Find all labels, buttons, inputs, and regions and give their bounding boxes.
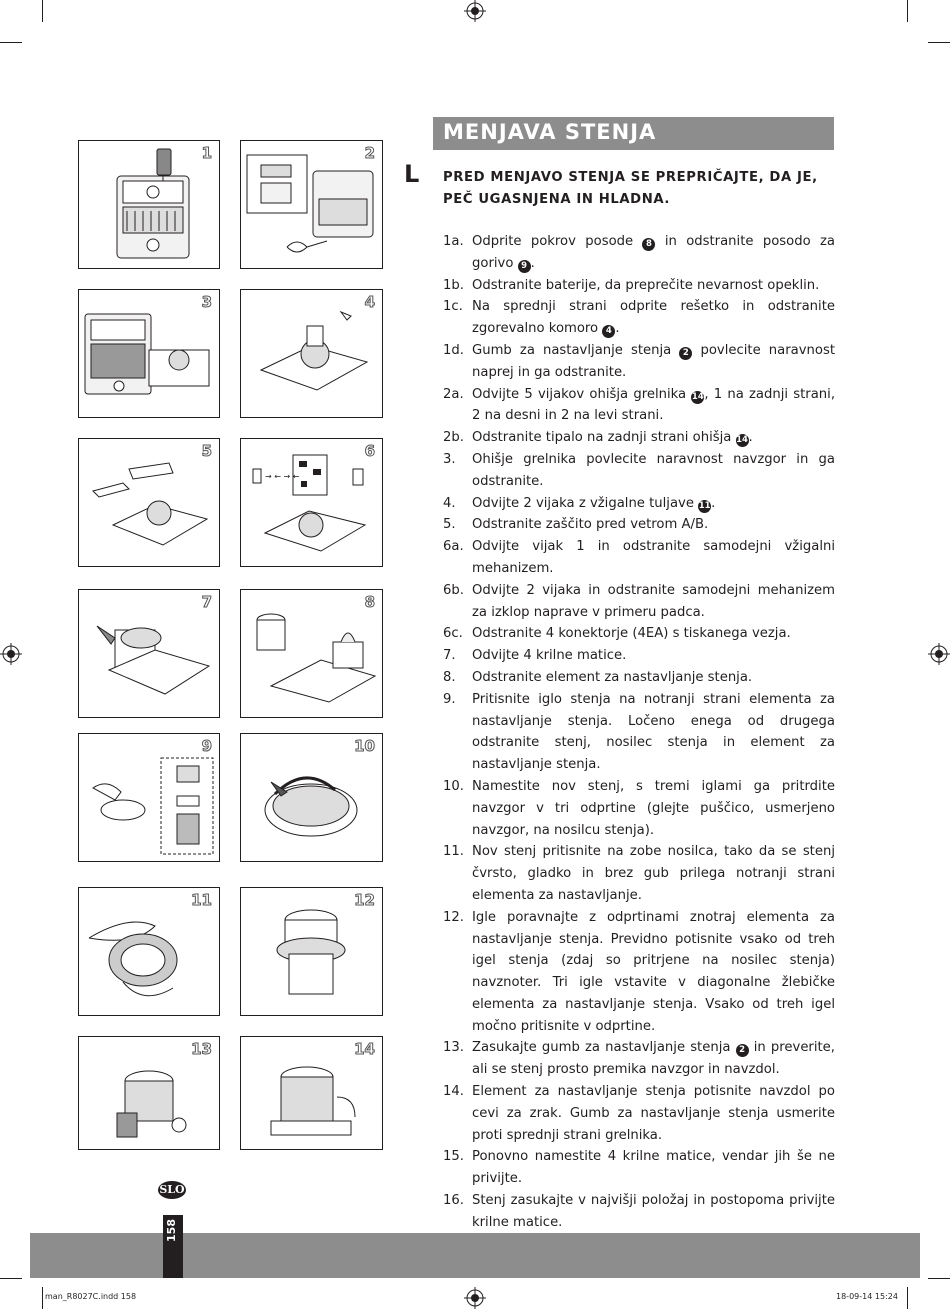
new-wick-install-drawing: [241, 734, 382, 861]
figure-panel-3: [78, 289, 220, 418]
part-reference-badge: 2: [736, 1044, 749, 1057]
step-text: [472, 427, 835, 449]
figure-number: 10: [354, 737, 375, 755]
step-number: 6b.: [443, 582, 464, 598]
step-text-part: Na sprednji strani odprite rešetko in odstranite zgorevalno komoro: [472, 299, 835, 337]
step-number: 4.: [443, 495, 456, 511]
step-text-part: .: [615, 321, 620, 337]
step-number: 5.: [443, 517, 456, 533]
connector-removal-drawing: [241, 439, 382, 566]
step-item: [443, 275, 835, 297]
step-text-part: Odprite pokrov posode: [472, 234, 643, 249]
figure-number: 11: [191, 891, 212, 909]
step-text-part: Ohišje grelnika povlecite naravnost navzgor in ga odstranite.: [472, 451, 835, 489]
step-text: [472, 1190, 835, 1234]
step-text: [472, 623, 835, 645]
knob-removal-drawing: [241, 290, 382, 417]
figure-number: 8: [364, 593, 375, 611]
figure-panel-12: [240, 887, 383, 1016]
part-reference-badge: 11: [698, 500, 711, 511]
step-text-part: in preverite, ali se stenj prosto premika navzgor in navzdol.: [472, 1040, 835, 1078]
figure-number: 1: [201, 144, 212, 162]
wick-separation-drawing: [79, 734, 219, 861]
step-item: [443, 514, 835, 536]
step-number: 10.: [443, 778, 464, 794]
crop-mark: [928, 42, 950, 43]
step-text-part: Zasukajte gumb za nastavljanje stenja: [472, 1040, 736, 1056]
step-item: [443, 776, 835, 841]
wing-nut-removal-drawing: [79, 590, 219, 717]
part-reference-badge: 2: [679, 347, 692, 360]
figure-number: 6: [364, 442, 375, 460]
step-number: 3.: [443, 451, 456, 467]
page-number: 158: [165, 1219, 178, 1242]
heater-tank-removal-drawing: [79, 141, 219, 268]
step-text: [472, 275, 835, 297]
figure-number: 5: [201, 442, 212, 460]
figure-panel-13: [78, 1036, 220, 1150]
registration-mark-icon: [464, 0, 486, 22]
step-text-part: Pritisnite iglo stenja na notranji strani elementa za nastavljanje stenja. Ločeno enega od drugega odstranite stenj, nosilec stenja in element za nastavljanje stenja.: [472, 691, 835, 773]
step-number: 12.: [443, 909, 464, 925]
registration-mark-icon: [0, 643, 22, 665]
figure-panel-14: [240, 1036, 383, 1150]
step-item: [443, 1190, 835, 1234]
step-number: 7.: [443, 648, 456, 664]
crop-mark: [907, 1287, 908, 1309]
step-text-part: Odvijte 2 vijaka z vžigalne tuljave: [472, 495, 699, 511]
step-text: [472, 1081, 835, 1146]
step-item: [443, 841, 835, 906]
step-text-part: Odvijte 5 vijakov ohišja grelnika: [472, 386, 692, 402]
figure-number: 13: [191, 1040, 212, 1058]
step-text: [472, 536, 835, 580]
registration-mark-icon: [464, 1287, 486, 1309]
step-text-part: .: [530, 255, 535, 271]
figure-number: 4: [364, 293, 375, 311]
step-text-part: , 1 na zadnji strani, 2 na desni in 2 na levi strani.: [472, 386, 836, 424]
step-text-part: Odvijte 2 vijaka in odstranite samodejni mehanizem za izklop naprave v primeru padca.: [472, 582, 835, 620]
step-item: [443, 296, 835, 340]
wick-adjuster-removal-drawing: [241, 590, 382, 717]
step-item: [443, 907, 835, 1038]
step-number: 2b.: [443, 430, 464, 446]
step-text: [472, 493, 835, 515]
wick-press-drawing: [79, 888, 219, 1015]
step-text: [472, 907, 835, 1038]
step-item: [443, 1081, 835, 1146]
step-number: 6c.: [443, 626, 463, 642]
step-text-part: Odvijte vijak 1 in odstranite samodejni vžigalni mehanizem.: [472, 539, 835, 576]
figure-number: 3: [201, 293, 212, 311]
step-text: [472, 645, 835, 667]
step-text: [472, 231, 835, 275]
step-text-part: Odstranite element za nastavljanje stenja.: [472, 669, 753, 685]
crop-mark: [928, 1278, 950, 1279]
figure-number: 2: [364, 144, 375, 162]
crop-mark: [907, 0, 908, 22]
step-item: [443, 493, 835, 515]
crop-mark: [0, 42, 22, 43]
step-number: 8.: [443, 669, 456, 685]
step-item: [443, 580, 835, 624]
step-text: [472, 580, 835, 624]
step-text-part: Odstranite 4 konektorje (4EA) s tiskanega vezja.: [472, 626, 791, 642]
step-text-part: in odstranite posodo za gorivo: [472, 234, 836, 271]
wind-shield-removal-drawing: [79, 439, 219, 566]
part-reference-badge: 14: [691, 391, 704, 402]
step-number: 1a.: [443, 234, 464, 249]
crop-mark: [42, 1287, 43, 1309]
part-reference-badge: 14: [736, 435, 748, 446]
step-number: 1b.: [443, 277, 464, 293]
section-letter: L: [404, 160, 420, 188]
part-reference-badge: 4: [602, 325, 615, 338]
step-number: 15.: [443, 1149, 464, 1165]
step-text-part: Igle poravnajte z odprtinami znotraj elementa za nastavljanje stenja. Previdno potisnite vsako od treh igel stenja (zdaj so pritrjene na nosilec stenja) navznoter. Tri igle vstavite v diagonalne žlebičke elementa za nastavljanje stenja. Vsako od treh igel močno pritisnite v odprtine.: [472, 909, 835, 1034]
step-text-part: Stenj zasukajte v najvišji položaj in postopoma privijte krilne matice.: [472, 1193, 835, 1230]
figure-number: 12: [354, 891, 375, 909]
step-item: [443, 1146, 835, 1190]
step-text: [472, 689, 835, 776]
figure-panel-8: [240, 589, 383, 718]
step-text-part: Odstranite tipalo na zadnji strani ohišja: [472, 430, 736, 446]
file-slug: man_R8027C.indd 158: [45, 1292, 137, 1301]
step-text: [472, 1037, 835, 1081]
figure-panel-5: [78, 438, 220, 567]
step-text-part: .: [711, 495, 716, 511]
figure-panel-6: [240, 438, 383, 567]
crop-mark: [42, 0, 43, 22]
step-text: [472, 514, 835, 536]
figure-panel-4: [240, 289, 383, 418]
step-item: [443, 1037, 835, 1081]
date-slug: 18-09-14 15:24: [836, 1292, 898, 1301]
step-item: [443, 231, 835, 275]
step-item: [443, 536, 835, 580]
step-text-part: Odvijte 4 krilne matice.: [472, 648, 627, 664]
step-number: 2a.: [443, 386, 464, 402]
language-badge: SLO: [158, 1181, 186, 1199]
wick-adjuster-refit-drawing: [241, 1037, 382, 1149]
step-text-part: Ponovno namestite 4 krilne matice, vendar jih še ne privijte.: [472, 1149, 835, 1187]
figure-panel-1: [78, 140, 220, 269]
figure-panel-7: [78, 589, 220, 718]
figure-number: 14: [354, 1040, 375, 1058]
step-text-part: Nov stenj pritisnite na zobe nosilca, tako da se stenj čvrsto, gladko in brez gub prilega notranji strani elementa za nastavljanje.: [472, 844, 835, 903]
section-title-bar: [433, 117, 834, 150]
step-number: 11.: [443, 844, 464, 860]
step-number: 13.: [443, 1040, 464, 1056]
step-text-part: Element za nastavljanje stenja potisnite navzdol po cevi za zrak. Gumb za nastavljanje stenja usmerite proti sprednji strani grelnika.: [472, 1084, 835, 1143]
section-title: MENJAVA STENJA: [443, 120, 657, 144]
step-text: [472, 1146, 835, 1190]
figure-number: 7: [201, 593, 212, 611]
battery-removal-drawing: [241, 141, 382, 268]
step-text-part: Namestite nov stenj, s tremi iglami ga pritrdite navzgor v tri odprtine (glejte puščico, usmerjeno navzgor, na nosilcu stenja).: [472, 778, 835, 838]
step-number: 6a.: [443, 539, 464, 555]
step-item: [443, 623, 835, 645]
figure-panel-2: [240, 140, 383, 269]
registration-mark-icon: [928, 643, 950, 665]
grille-removal-drawing: [79, 290, 219, 417]
step-item: [443, 645, 835, 667]
part-reference-badge: 8: [642, 238, 655, 251]
step-text: [472, 667, 835, 689]
figure-panel-11: [78, 887, 220, 1016]
step-item: [443, 667, 835, 689]
step-text: [472, 841, 835, 906]
instruction-steps: [443, 231, 835, 1234]
step-item: [443, 384, 835, 428]
step-text-part: .: [748, 430, 753, 446]
figure-number: 9: [201, 737, 212, 755]
step-text: [472, 296, 835, 340]
step-number: 14.: [443, 1084, 464, 1100]
step-item: [443, 427, 835, 449]
step-number: 16.: [443, 1193, 464, 1209]
step-text-part: Odstranite baterije, da preprečite nevarnost opeklin.: [472, 277, 820, 293]
step-item: [443, 689, 835, 776]
wick-knob-test-drawing: [79, 1037, 219, 1149]
needle-alignment-drawing: [241, 888, 382, 1015]
step-text-part: povlecite naravnost naprej in ga odstranite.: [472, 342, 835, 380]
step-number: 1d.: [443, 342, 464, 358]
step-number: 1c.: [443, 299, 463, 315]
step-text: [472, 449, 835, 493]
figure-panel-10: [240, 733, 383, 862]
step-text: [472, 340, 835, 384]
step-text: [472, 384, 835, 428]
figure-panel-9: [78, 733, 220, 862]
safety-warning: PRED MENJAVO STENJA SE PREPRIČAJTE, DA JE, PEČ UGASNJENA IN HLADNA.: [443, 170, 818, 207]
step-number: 9.: [443, 691, 456, 707]
step-item: [443, 449, 835, 493]
part-reference-badge: 9: [518, 260, 531, 273]
step-text-part: Odstranite zaščito pred vetrom A/B.: [472, 517, 709, 533]
step-text-part: Gumb za nastavljanje stenja: [472, 342, 680, 358]
step-text: [472, 776, 835, 841]
connector-arrows-label: → ← → ←: [265, 472, 300, 481]
crop-mark: [0, 1278, 22, 1279]
step-item: [443, 340, 835, 384]
